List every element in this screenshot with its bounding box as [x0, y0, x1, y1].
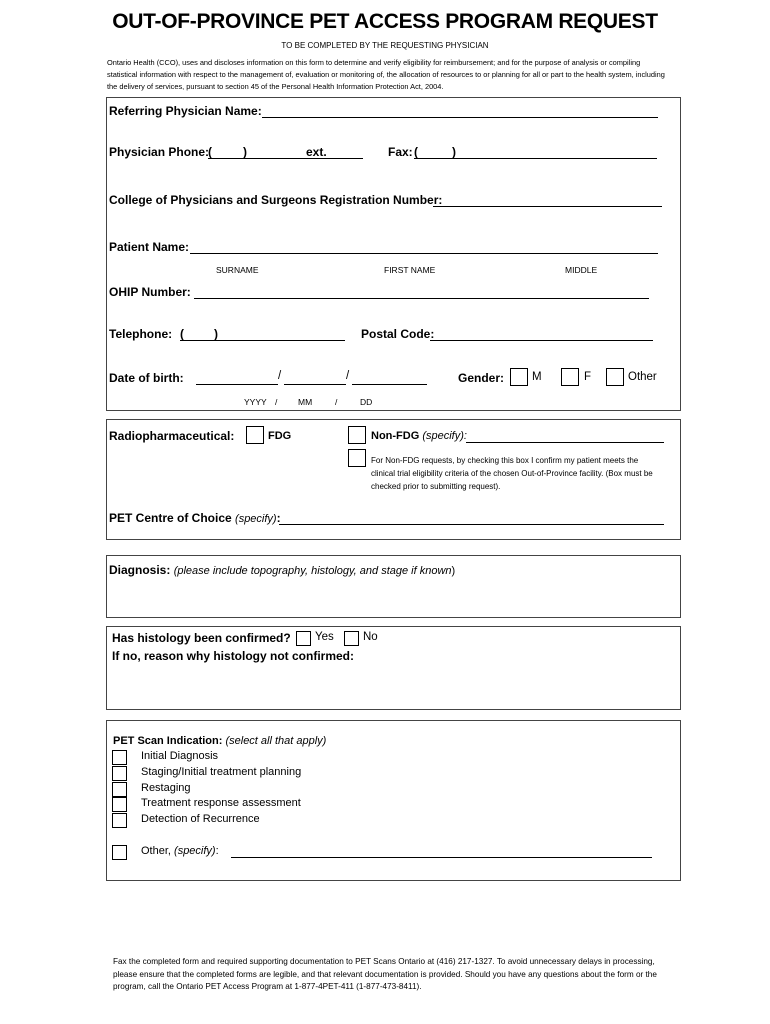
- indication-staging-label: Staging/Initial treatment planning: [141, 766, 302, 778]
- histology-yes-checkbox[interactable]: [296, 631, 311, 646]
- dob-year-field[interactable]: [196, 384, 278, 385]
- dob-slash-caption-1: /: [275, 397, 278, 407]
- dob-yyyy-caption: YYYY: [244, 397, 267, 407]
- postal-code-field[interactable]: [430, 340, 653, 341]
- surname-caption: SURNAME: [216, 265, 259, 275]
- ohip-field[interactable]: [194, 298, 649, 299]
- indication-other-label: [141, 845, 219, 857]
- physician-phone-field[interactable]: [208, 158, 363, 159]
- indication-treatment-response-checkbox[interactable]: [112, 797, 127, 812]
- histology-question: Has histology been confirmed?: [112, 631, 291, 645]
- trial-eligibility-checkbox[interactable]: [348, 449, 366, 467]
- phone-paren-open: (: [208, 145, 212, 159]
- radiopharmaceutical-label: Radiopharmaceutical:: [109, 429, 235, 443]
- dob-sep-2: /: [346, 370, 350, 382]
- histology-no-checkbox[interactable]: [344, 631, 359, 646]
- histology-reason-label: If no, reason why histology not confirmed:: [112, 649, 355, 663]
- fax-paren-open: (: [414, 145, 418, 159]
- indication-initial-diagnosis-checkbox[interactable]: [112, 750, 127, 765]
- non-fdg-text: Non-FDG: [371, 430, 420, 442]
- gender-f-checkbox[interactable]: [561, 368, 579, 386]
- middle-caption: MIDDLE: [565, 265, 598, 275]
- pet-centre-colon: :: [276, 511, 281, 525]
- indication-other-specify: (specify): [174, 845, 216, 857]
- cpso-field[interactable]: [433, 206, 662, 207]
- gender-f-label: F: [584, 371, 592, 383]
- indication-other-colon: :: [215, 845, 219, 857]
- dob-mm-caption: MM: [298, 397, 313, 407]
- diagnosis-label: [109, 563, 455, 577]
- fax-paren-close: ): [452, 145, 456, 159]
- indication-restaging-checkbox[interactable]: [112, 782, 127, 797]
- indication-other-checkbox[interactable]: [112, 845, 127, 860]
- telephone-label: Telephone:: [109, 327, 173, 341]
- gender-other-checkbox[interactable]: [606, 368, 624, 386]
- form-title: OUT-OF-PROVINCE PET ACCESS PROGRAM REQUEST: [112, 10, 658, 33]
- diagnosis-text: Diagnosis:: [109, 563, 171, 577]
- patient-name-label: Patient Name:: [109, 240, 190, 254]
- physician-phone-label: Physician Phone:: [109, 145, 210, 159]
- dob-slash-caption-2: /: [335, 397, 338, 407]
- gender-other-label: Other: [628, 371, 657, 383]
- histology-no-label: No: [363, 631, 378, 643]
- indication-treatment-response-label: Treatment response assessment: [141, 797, 301, 809]
- gender-m-checkbox[interactable]: [510, 368, 528, 386]
- footer-instructions: Fax the completed form and required supporting documentation to PET Scans Ontario at (416) 217-1327. To avoid unnecessary delays in processing, please ensure that the completed forms are legible, and that relevant documentation is provided. Should you have any questions about the form or the program, call the Ontario PET Access Program at 1-877-4PET-411 (1-877-473-8411).: [113, 957, 657, 991]
- privacy-notice: Ontario Health (CCO), uses and discloses information on this form to determine and verify eligibility for reimbursement; and for the purpose of analysis or compiling statistical information with respect to the management of, evaluation or monitoring of, the allocation of resources to or planning for all or part to the health system, including the delivery of services, pursuant to section 45 of the Personal Health Information Protection Act, 2004.: [107, 58, 665, 91]
- ext-label: ext.: [306, 145, 327, 159]
- fdg-label: FDG: [268, 430, 292, 442]
- non-fdg-field[interactable]: [466, 442, 664, 443]
- form-subtitle: TO BE COMPLETED BY THE REQUESTING PHYSICIAN: [281, 41, 489, 50]
- non-fdg-label: [371, 430, 467, 442]
- indication-label: [113, 735, 326, 747]
- postal-code-label: Postal Code:: [361, 327, 435, 341]
- dob-sep-1: /: [278, 370, 282, 382]
- phone-paren-close: ): [243, 145, 247, 159]
- dob-label: Date of birth:: [109, 371, 184, 385]
- indication-hint: (select all that apply): [225, 735, 327, 747]
- histology-yes-label: Yes: [315, 631, 334, 643]
- cpso-label: College of Physicians and Surgeons Registration Number:: [109, 193, 443, 207]
- indication-recurrence-checkbox[interactable]: [112, 813, 127, 828]
- non-fdg-specify: (specify):: [422, 430, 467, 442]
- fax-label: Fax:: [388, 145, 413, 159]
- dob-dd-caption: DD: [360, 397, 373, 407]
- pet-centre-specify: (specify): [235, 513, 277, 525]
- referring-physician-label: Referring Physician Name:: [109, 104, 262, 118]
- indication-text: PET Scan Indication:: [113, 735, 223, 747]
- dob-day-field[interactable]: [352, 384, 427, 385]
- trial-eligibility-note: For Non-FDG requests, by checking this box I confirm my patient meets the clinical trial eligibility criteria of the chosen Out-of-Province facility. (Box must be checked prior to submitting request).: [371, 456, 653, 491]
- pet-centre-label: [109, 511, 281, 525]
- indication-restaging-label: Restaging: [141, 782, 191, 794]
- referring-physician-field[interactable]: [262, 117, 658, 118]
- diagnosis-hint-close: ): [451, 565, 456, 577]
- indication-other-text: Other,: [141, 845, 171, 857]
- indication-other-field[interactable]: [231, 857, 652, 858]
- pet-centre-field[interactable]: [279, 524, 664, 525]
- patient-name-field[interactable]: [190, 253, 658, 254]
- fax-field[interactable]: [414, 158, 657, 159]
- gender-m-label: M: [532, 371, 542, 383]
- non-fdg-checkbox[interactable]: [348, 426, 366, 444]
- indication-recurrence-label: Detection of Recurrence: [141, 813, 260, 825]
- indication-staging-checkbox[interactable]: [112, 766, 127, 781]
- first-name-caption: FIRST NAME: [384, 265, 436, 275]
- tel-paren-close: ): [214, 327, 218, 341]
- telephone-field[interactable]: [180, 340, 345, 341]
- gender-label: Gender:: [458, 371, 505, 385]
- ohip-label: OHIP Number:: [109, 285, 191, 299]
- pet-centre-text: PET Centre of Choice: [109, 511, 232, 525]
- indication-initial-diagnosis-label: Initial Diagnosis: [141, 750, 219, 762]
- fdg-checkbox[interactable]: [246, 426, 264, 444]
- dob-month-field[interactable]: [284, 384, 346, 385]
- tel-paren-open: (: [180, 327, 184, 341]
- diagnosis-hint: (please include topography, histology, and stage if known: [173, 565, 452, 577]
